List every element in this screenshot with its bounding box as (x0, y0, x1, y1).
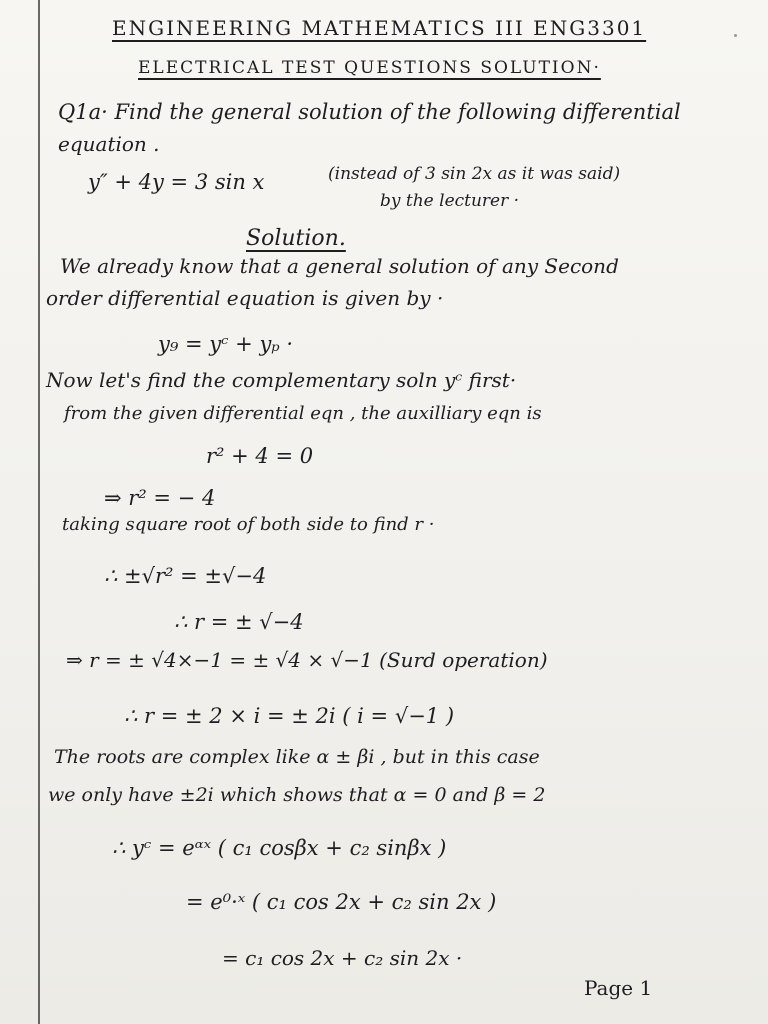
question-note-1: (instead of 3 sin 2x as it was said) (328, 164, 621, 184)
question-line-2: equation . (58, 132, 160, 156)
solution-line: ∴ ±√r² = ±√−4 (104, 564, 267, 588)
question-note-2: by the lecturer · (380, 191, 520, 211)
solution-line: Now let's find the complementary soln yᶜ first· (46, 368, 517, 392)
solution-line: from the given differential eqn , the auxilliary eqn is (64, 403, 542, 424)
solution-line: taking square root of both side to find r · (62, 514, 435, 535)
solution-line: = c₁ cos 2x + c₂ sin 2x · (222, 946, 463, 970)
solution-line: ⇒ r² = − 4 (104, 486, 216, 510)
margin-line (38, 0, 40, 1024)
solution-line: r² + 4 = 0 (206, 444, 314, 468)
solution-title: Solution. (246, 226, 346, 251)
solution-line: we only have ±2i which shows that α = 0 and β = 2 (48, 784, 546, 806)
solution-line: ∴ r = ± √−4 (174, 610, 304, 634)
page-number: Page 1 (584, 976, 653, 1000)
solution-line: ∴ r = ± 2 × i = ± 2i ( i = √−1 ) (124, 704, 455, 728)
solution-line: y₉ = yᶜ + yₚ · (158, 332, 294, 356)
question-equation: y″ + 4y = 3 sin x (88, 170, 265, 194)
solution-line: order differential equation is given by · (46, 286, 444, 310)
solution-line: The roots are complex like α ± βi , but in this case (54, 746, 540, 768)
solution-line: ⇒ r = ± √4×−1 = ± √4 × √−1 (Surd operation) (66, 648, 548, 672)
paper-speck (734, 34, 737, 37)
header-title: ENGINEERING MATHEMATICS III ENG3301 (112, 16, 647, 40)
solution-line: We already know that a general solution of any Second (60, 254, 619, 278)
solution-line: ∴ yᶜ = eᵅˣ ( c₁ cosβx + c₂ sinβx ) (112, 836, 447, 860)
header-subtitle: ELECTRICAL TEST QUESTIONS SOLUTION· (138, 58, 601, 78)
solution-line: = e⁰·ˣ ( c₁ cos 2x + c₂ sin 2x ) (186, 890, 497, 914)
question-line-1: Q1a· Find the general solution of the following differential (58, 100, 681, 124)
